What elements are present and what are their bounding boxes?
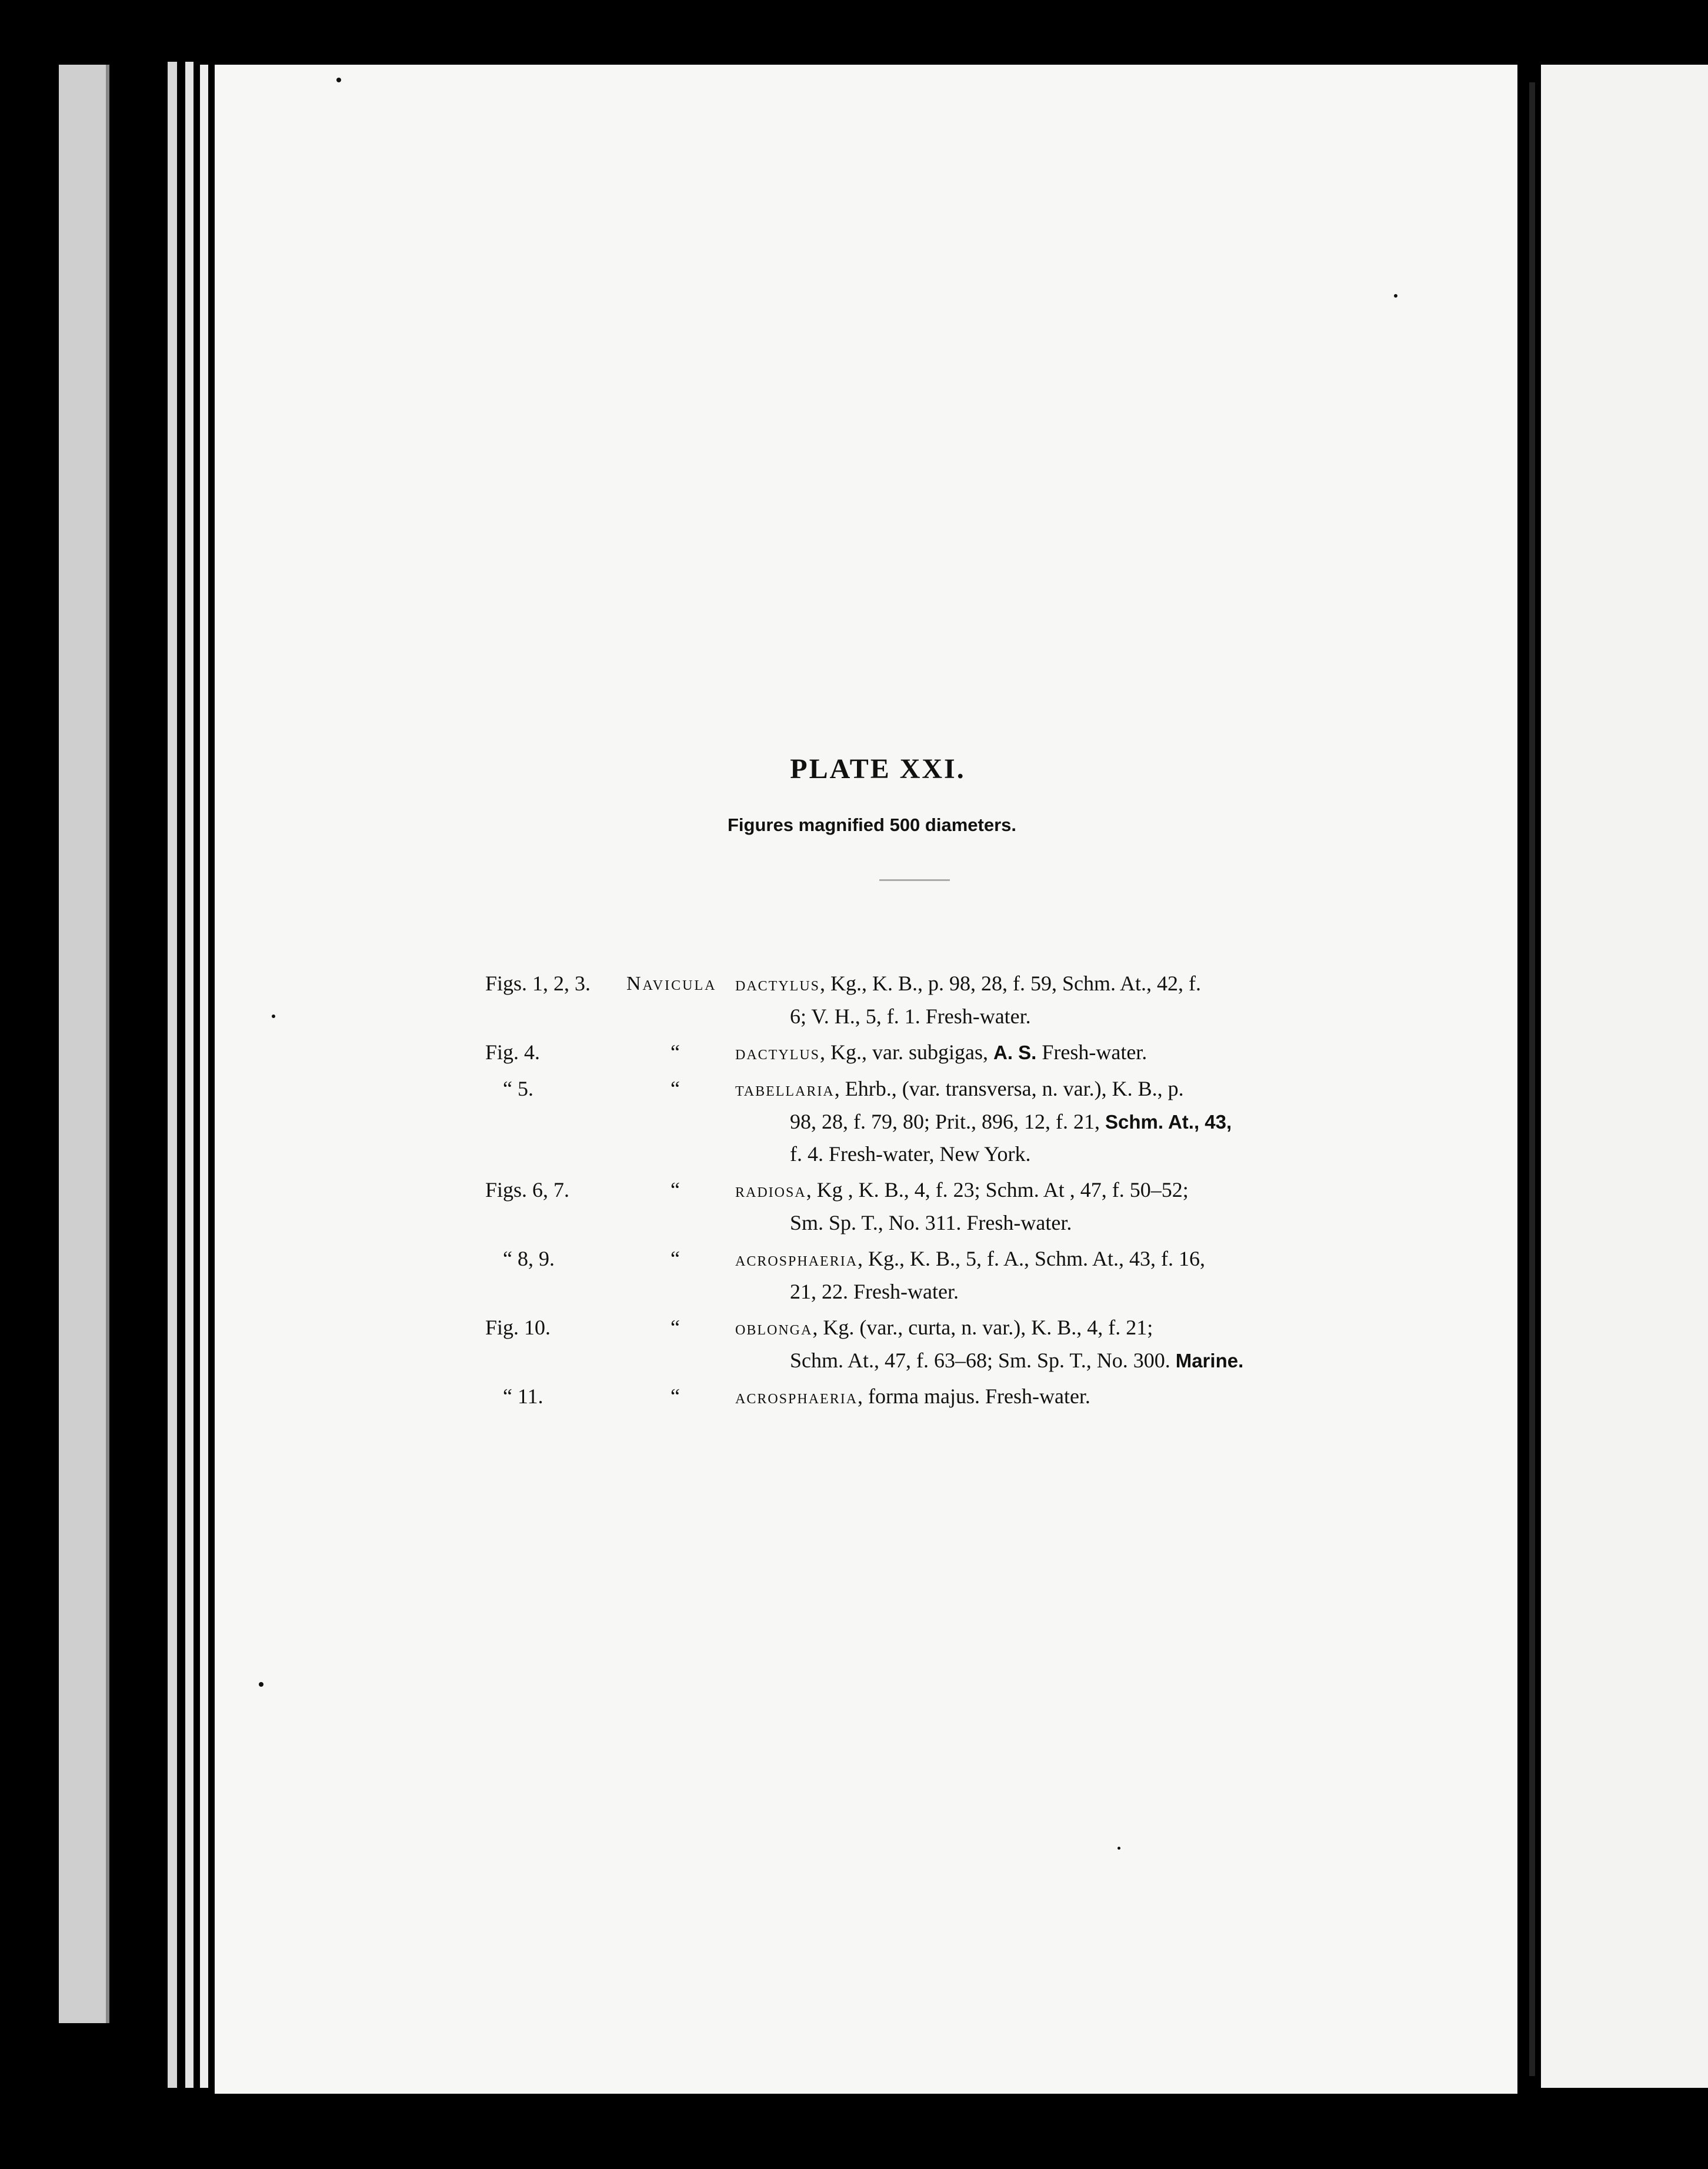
citation-text: Schm. At., 47, f. 63–68; Sm. Sp. T., No. 300.: [790, 1349, 1170, 1372]
scan-speck: [1117, 1847, 1120, 1850]
figure-number: Fig. 10.: [485, 1316, 551, 1339]
entry-description: [735, 1380, 1573, 1413]
figure-legend: [485, 967, 1573, 1417]
page-edge-stack: [168, 62, 177, 2088]
legend-entry: [485, 967, 1573, 1033]
citation-text: , Kg , K. B., 4, f. 23; Schm. At , 47, f. 50–52;: [806, 1178, 1189, 1202]
figure-number: “ 8, 9.: [503, 1247, 555, 1270]
legend-entry: [485, 1036, 1573, 1069]
entry-description: [735, 1073, 1573, 1170]
entry-description: [735, 1243, 1573, 1308]
left-book-edge: [59, 65, 109, 2023]
ditto-mark: “: [670, 1178, 680, 1202]
habitat: Fresh-water.: [1042, 1040, 1147, 1064]
entry-description: [735, 967, 1573, 1033]
ditto-mark: “: [670, 1384, 680, 1408]
plate-title: PLATE XXI.: [790, 753, 966, 785]
habitat: Marine.: [1175, 1350, 1244, 1372]
scan-speck: [259, 1682, 263, 1687]
species-name: dactylus: [735, 1042, 820, 1064]
page-edge-stack: [200, 65, 208, 2088]
citation-text: f. 4.: [790, 1142, 823, 1166]
legend-entry: [485, 1380, 1573, 1413]
species-name: tabellaria: [735, 1079, 835, 1100]
citation-text: 21, 22.: [790, 1280, 848, 1303]
species-name: oblonga: [735, 1317, 813, 1339]
scan-speck: [272, 1015, 275, 1018]
habitat: Fresh-water.: [985, 1384, 1090, 1408]
citation-bold: Schm. At., 43,: [1105, 1111, 1232, 1133]
ditto-mark: “: [670, 1077, 680, 1100]
species-name: radiosa: [735, 1180, 806, 1202]
entry-description: [735, 1036, 1573, 1069]
magnification-note: Figures magnified 500 diameters.: [727, 815, 1016, 835]
scan-speck: [336, 78, 341, 82]
separator-rule: [879, 879, 950, 881]
scan-speck: [1394, 294, 1397, 298]
habitat: Fresh-water.: [853, 1280, 959, 1303]
species-name: acrosphaeria: [735, 1249, 858, 1270]
citation-text: , Kg. (var., curta, n. var.), K. B., 4, f. 21;: [812, 1316, 1153, 1339]
habitat: Fresh-water.: [925, 1005, 1031, 1028]
legend-entry: [485, 1174, 1573, 1239]
figure-number: Figs. 1, 2, 3.: [485, 972, 591, 995]
page-edge-stack: [185, 62, 194, 2088]
legend-entry: [485, 1312, 1573, 1377]
citation-text: , forma majus.: [858, 1384, 980, 1408]
plate-page: [215, 65, 1517, 2094]
citation-text: , Kg., K. B., p. 98, 28, f. 59, Schm. At., 42, f.: [820, 972, 1202, 995]
ditto-mark: “: [670, 1040, 680, 1064]
citation-text: 6; V. H., 5, f. 1.: [790, 1005, 920, 1028]
figure-number: “ 11.: [503, 1384, 543, 1408]
figure-number: Fig. 4.: [485, 1040, 541, 1064]
legend-entry: [485, 1243, 1573, 1308]
citation-text: 98, 28, f. 79, 80; Prit., 896, 12, f. 21,: [790, 1110, 1100, 1133]
ditto-mark: “: [670, 1247, 680, 1270]
species-name: dactylus: [735, 973, 820, 995]
entry-description: [735, 1312, 1573, 1377]
ditto-mark: “: [670, 1316, 680, 1339]
citation-text: , Kg., var. subgigas,: [820, 1040, 988, 1064]
citation-text: , Kg., K. B., 5, f. A., Schm. At., 43, f. 16,: [858, 1247, 1206, 1270]
genus-name: Navicula: [626, 973, 717, 995]
figure-number: Figs. 6, 7.: [485, 1178, 570, 1202]
habitat: Fresh-water.: [966, 1211, 1072, 1234]
species-name: acrosphaeria: [735, 1386, 858, 1408]
figure-number: “ 5.: [503, 1077, 533, 1100]
citation-text: , Ehrb., (var. transversa, n. var.), K. B., p.: [834, 1077, 1184, 1100]
habitat: Fresh-water, New York.: [829, 1142, 1031, 1166]
citation-bold: A. S.: [993, 1042, 1037, 1063]
entry-description: [735, 1174, 1573, 1239]
citation-text: Sm. Sp. T., No. 311.: [790, 1211, 962, 1234]
legend-entry: [485, 1073, 1573, 1170]
